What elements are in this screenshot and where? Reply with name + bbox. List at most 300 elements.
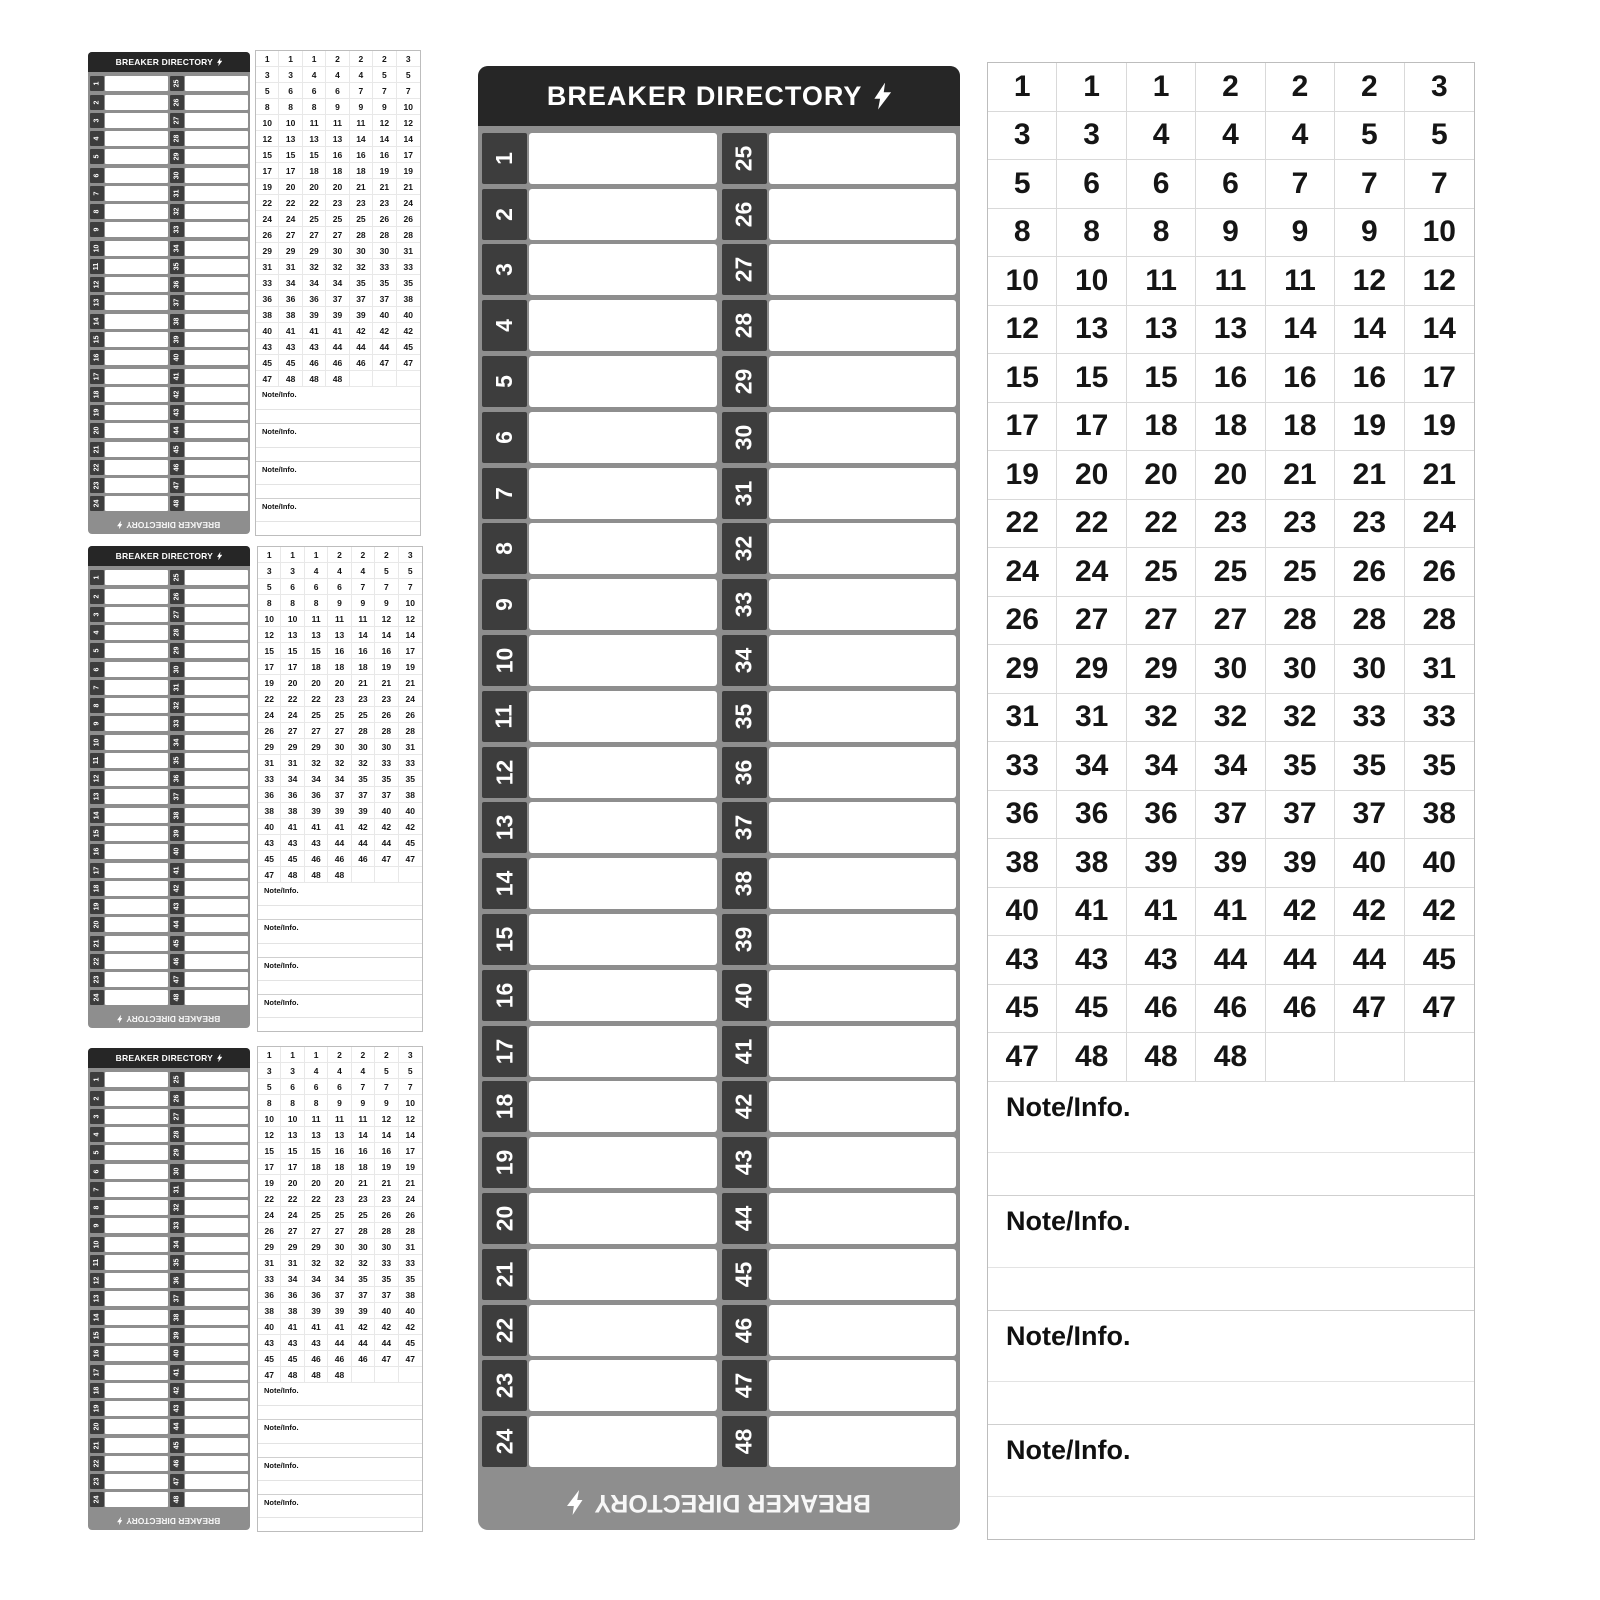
breaker-number-cell: 7 — [482, 468, 527, 519]
number-sticker: 47 — [375, 851, 398, 867]
breaker-number-cell: 7 — [90, 186, 104, 201]
breaker-label-field — [529, 1137, 717, 1188]
number-sticker: 42 — [1266, 888, 1335, 937]
number-sticker: 3 — [1405, 63, 1474, 112]
number-sticker: 48 — [281, 1367, 304, 1383]
breaker-number-cell: 35 — [170, 259, 184, 274]
breaker-number-cell: 23 — [482, 1360, 527, 1411]
breaker-number-cell: 16 — [482, 970, 527, 1021]
number-sticker: 24 — [281, 1207, 304, 1223]
number-sticker: 23 — [1266, 500, 1335, 549]
number-sticker: 16 — [326, 147, 349, 163]
breaker-number-cell: 26 — [170, 95, 184, 110]
breaker-label-field — [769, 802, 957, 853]
number-sticker: 45 — [281, 1351, 304, 1367]
breaker-label-field — [185, 1346, 248, 1361]
breaker-label-field — [529, 579, 717, 630]
note-info-label: Note/Info. — [264, 1386, 299, 1395]
breaker-label-field — [529, 914, 717, 965]
breaker-label-field — [769, 1305, 957, 1356]
number-sticker: 36 — [1127, 791, 1196, 840]
breaker-label-field — [185, 1310, 248, 1325]
breaker-label-field — [185, 735, 248, 750]
note-writing-line — [258, 1443, 422, 1444]
breaker-label-field — [185, 643, 248, 658]
number-sticker: 27 — [281, 723, 304, 739]
breaker-label-field — [185, 607, 248, 622]
breaker-row — [90, 1109, 248, 1124]
number-sticker: 7 — [375, 1079, 398, 1095]
number-sticker: 45 — [281, 851, 304, 867]
number-sticker: 29 — [303, 243, 326, 259]
card-header — [88, 52, 250, 72]
number-sticker: 15 — [258, 643, 281, 659]
breaker-label-field — [105, 1255, 168, 1270]
number-sticker: 6 — [328, 1079, 351, 1095]
breaker-number-cell: 4 — [482, 300, 527, 351]
breaker-number-cell: 44 — [722, 1193, 767, 1244]
number-sticker: 47 — [397, 355, 420, 371]
breaker-number-cell: 35 — [170, 1255, 184, 1270]
breaker-row — [90, 204, 248, 219]
breaker-row — [90, 186, 248, 201]
number-sticker: 44 — [1196, 936, 1265, 985]
breaker-number-cell: 39 — [170, 826, 184, 841]
breaker-directory-card-small-1 — [88, 52, 250, 534]
number-sticker: 9 — [375, 1095, 398, 1111]
number-sticker: 24 — [988, 548, 1057, 597]
breaker-number-cell: 7 — [90, 680, 104, 695]
number-sticker: 13 — [279, 131, 302, 147]
breaker-number-cell: 31 — [170, 186, 184, 201]
number-sticker: 39 — [305, 803, 328, 819]
number-sticker: 2 — [326, 51, 349, 67]
number-sticker: 18 — [305, 1159, 328, 1175]
breaker-row — [482, 1360, 956, 1411]
number-sticker: 34 — [281, 1271, 304, 1287]
number-sticker: 39 — [1266, 839, 1335, 888]
note-info-section — [258, 920, 422, 957]
breaker-label-field — [105, 277, 168, 292]
number-sticker: 19 — [399, 1159, 422, 1175]
breaker-number-cell: 21 — [90, 1438, 104, 1453]
number-sticker: 3 — [279, 67, 302, 83]
number-sticker: 46 — [1266, 985, 1335, 1034]
number-sticker: 15 — [256, 147, 279, 163]
breaker-row — [482, 300, 956, 351]
number-sticker: 29 — [1057, 645, 1126, 694]
number-sticker: 48 — [279, 371, 302, 387]
number-sticker: 5 — [373, 67, 396, 83]
breaker-label-field — [769, 523, 957, 574]
breaker-label-field — [185, 131, 248, 146]
breaker-number-cell: 45 — [170, 1438, 184, 1453]
number-sticker: 26 — [373, 211, 396, 227]
number-sticker: 1 — [305, 1047, 328, 1063]
breaker-number-cell: 21 — [482, 1249, 527, 1300]
number-sticker: 18 — [1196, 403, 1265, 452]
breaker-label-field — [105, 113, 168, 128]
breaker-label-field — [105, 405, 168, 420]
breaker-row — [90, 1419, 248, 1434]
number-sticker: 25 — [350, 211, 373, 227]
number-sticker: 31 — [1405, 645, 1474, 694]
breaker-number-cell: 27 — [170, 607, 184, 622]
breaker-number-cell: 36 — [170, 277, 184, 292]
note-writing-line — [256, 521, 420, 522]
number-sticker: 31 — [397, 243, 420, 259]
number-sticker: 10 — [988, 257, 1057, 306]
breaker-label-field — [105, 350, 168, 365]
breaker-label-field — [529, 189, 717, 240]
note-info-section — [256, 387, 420, 424]
breaker-number-cell: 6 — [90, 1164, 104, 1179]
breaker-number-cell: 39 — [170, 332, 184, 347]
breaker-label-field — [105, 369, 168, 384]
number-sticker: 26 — [399, 707, 422, 723]
number-sticker: 39 — [305, 1303, 328, 1319]
number-sticker: 48 — [1196, 1033, 1265, 1082]
number-sticker: 40 — [1405, 839, 1474, 888]
breaker-label-field — [105, 478, 168, 493]
breaker-row — [482, 244, 956, 295]
number-sticker: 47 — [375, 1351, 398, 1367]
breaker-label-field — [769, 1081, 957, 1132]
number-sticker: 22 — [256, 195, 279, 211]
number-sticker: 19 — [258, 1175, 281, 1191]
number-sticker: 46 — [1196, 985, 1265, 1034]
number-sticker: 40 — [399, 1303, 422, 1319]
breaker-number-cell: 20 — [90, 423, 104, 438]
number-sticker: 42 — [350, 323, 373, 339]
number-sticker: 16 — [352, 643, 375, 659]
number-sticker: 33 — [258, 771, 281, 787]
breaker-label-field — [185, 259, 248, 274]
breaker-row — [90, 1255, 248, 1270]
number-sticker: 10 — [397, 99, 420, 115]
number-sticker: 38 — [397, 291, 420, 307]
number-sticker: 32 — [1127, 694, 1196, 743]
breaker-number-cell: 11 — [482, 691, 527, 742]
number-sticker: 19 — [258, 675, 281, 691]
breaker-label-field — [105, 771, 168, 786]
card-footer-upside-down — [88, 1512, 250, 1530]
breaker-label-field — [185, 716, 248, 731]
breaker-number-cell: 37 — [170, 295, 184, 310]
note-info-section — [258, 1383, 422, 1420]
number-grid — [988, 63, 1474, 1082]
number-sticker: 9 — [352, 595, 375, 611]
number-sticker: 14 — [1266, 306, 1335, 355]
number-sticker: 3 — [399, 547, 422, 563]
number-sticker-sheet-small-2 — [257, 546, 423, 1032]
card-footer-upside-down — [478, 1474, 960, 1530]
empty-sticker-cell — [375, 867, 398, 883]
number-sticker: 11 — [303, 115, 326, 131]
breaker-label-field — [769, 244, 957, 295]
breaker-number-cell: 13 — [90, 1291, 104, 1306]
note-info-section — [988, 1196, 1474, 1311]
breaker-number-cell: 15 — [90, 1328, 104, 1343]
breaker-row — [482, 356, 956, 407]
number-sticker: 42 — [352, 819, 375, 835]
note-info-section — [988, 1425, 1474, 1539]
number-sticker: 25 — [1127, 548, 1196, 597]
number-sticker: 2 — [1266, 63, 1335, 112]
number-sticker: 2 — [1335, 63, 1404, 112]
note-info-section — [256, 499, 420, 535]
number-sticker: 40 — [373, 307, 396, 323]
number-sticker: 10 — [1057, 257, 1126, 306]
number-sticker: 26 — [258, 1223, 281, 1239]
breaker-number-cell: 33 — [170, 716, 184, 731]
number-sticker: 31 — [988, 694, 1057, 743]
number-sticker: 16 — [328, 1143, 351, 1159]
number-sticker: 29 — [305, 1239, 328, 1255]
number-sticker: 45 — [1405, 936, 1474, 985]
breaker-number-cell: 43 — [722, 1137, 767, 1188]
breaker-row — [90, 899, 248, 914]
number-sticker: 42 — [375, 819, 398, 835]
number-sticker: 31 — [281, 755, 304, 771]
breaker-number-cell: 43 — [170, 899, 184, 914]
breaker-label-field — [769, 468, 957, 519]
note-writing-line — [258, 1480, 422, 1481]
number-sticker: 41 — [326, 323, 349, 339]
number-sticker: 3 — [1057, 112, 1126, 161]
number-sticker: 20 — [305, 1175, 328, 1191]
number-sticker: 4 — [352, 563, 375, 579]
number-sticker: 18 — [328, 659, 351, 675]
number-sticker: 27 — [305, 723, 328, 739]
number-sticker: 38 — [1057, 839, 1126, 888]
note-info-label: Note/Info. — [264, 1497, 299, 1507]
breaker-number-cell: 46 — [722, 1305, 767, 1356]
number-sticker: 35 — [399, 1271, 422, 1287]
breaker-label-field — [185, 295, 248, 310]
breaker-label-field — [529, 133, 717, 184]
number-sticker: 20 — [281, 675, 304, 691]
number-sticker: 17 — [281, 659, 304, 675]
number-sticker: 31 — [399, 1239, 422, 1255]
card-title: BREAKER DIRECTORY — [115, 57, 214, 67]
number-sticker: 13 — [281, 627, 304, 643]
number-sticker: 21 — [375, 1175, 398, 1191]
number-sticker: 17 — [988, 403, 1057, 452]
breaker-label-field — [185, 369, 248, 384]
breaker-number-cell: 17 — [90, 1365, 104, 1380]
number-sticker: 9 — [1335, 209, 1404, 258]
number-sticker: 46 — [303, 355, 326, 371]
number-sticker: 10 — [281, 1111, 304, 1127]
breaker-number-cell: 12 — [482, 747, 527, 798]
number-sticker: 47 — [258, 1367, 281, 1383]
number-sticker: 7 — [397, 83, 420, 99]
breaker-label-field — [105, 917, 168, 932]
breaker-number-cell: 27 — [722, 244, 767, 295]
number-sticker: 47 — [1335, 985, 1404, 1034]
number-sticker: 3 — [281, 563, 304, 579]
breaker-row — [90, 1200, 248, 1215]
breaker-row — [482, 189, 956, 240]
number-sticker: 39 — [352, 1303, 375, 1319]
number-sticker: 6 — [326, 83, 349, 99]
number-sticker: 19 — [375, 659, 398, 675]
breaker-label-field — [185, 1109, 248, 1124]
breaker-label-field — [185, 1383, 248, 1398]
note-info-label: Note/Info. — [262, 390, 297, 399]
number-sticker: 2 — [373, 51, 396, 67]
breaker-row — [90, 1310, 248, 1325]
lightning-bolt-icon — [874, 83, 891, 110]
number-sticker: 2 — [328, 547, 351, 563]
breaker-label-field — [185, 76, 248, 91]
number-sticker: 35 — [375, 1271, 398, 1287]
note-writing-line — [258, 980, 422, 981]
breaker-number-cell: 28 — [170, 625, 184, 640]
breaker-row — [90, 625, 248, 640]
number-sticker: 14 — [373, 131, 396, 147]
breaker-number-cell: 32 — [170, 204, 184, 219]
breaker-number-cell: 5 — [90, 149, 104, 164]
number-sticker: 40 — [256, 323, 279, 339]
breaker-row — [482, 1081, 956, 1132]
number-sticker: 34 — [1057, 742, 1126, 791]
breaker-row — [90, 1438, 248, 1453]
breaker-number-cell: 12 — [90, 771, 104, 786]
number-sticker: 41 — [303, 323, 326, 339]
breaker-label-field — [105, 1091, 168, 1106]
number-sticker: 27 — [1127, 597, 1196, 646]
number-sticker: 36 — [305, 1287, 328, 1303]
number-sticker: 13 — [328, 1127, 351, 1143]
breaker-number-cell: 8 — [482, 523, 527, 574]
breaker-label-field — [105, 662, 168, 677]
breaker-number-cell: 17 — [90, 369, 104, 384]
number-sticker: 8 — [258, 1095, 281, 1111]
number-sticker: 31 — [258, 755, 281, 771]
note-info-label: Note/Info. — [264, 923, 299, 933]
number-sticker: 9 — [1196, 209, 1265, 258]
number-sticker: 20 — [1127, 451, 1196, 500]
breaker-number-cell: 25 — [170, 76, 184, 91]
breaker-number-cell: 36 — [170, 771, 184, 786]
breaker-row — [90, 570, 248, 585]
breaker-label-field — [769, 1137, 957, 1188]
number-sticker: 26 — [375, 707, 398, 723]
number-sticker: 24 — [1405, 500, 1474, 549]
number-sticker: 17 — [399, 643, 422, 659]
number-sticker: 22 — [305, 1191, 328, 1207]
number-sticker: 28 — [350, 227, 373, 243]
breaker-label-field — [185, 863, 248, 878]
number-sticker: 23 — [375, 1191, 398, 1207]
breaker-directory-card-large — [478, 66, 960, 1530]
number-sticker: 19 — [399, 659, 422, 675]
number-sticker: 6 — [281, 1079, 304, 1095]
number-sticker: 2 — [375, 1047, 398, 1063]
breaker-number-cell: 30 — [722, 412, 767, 463]
number-sticker: 36 — [281, 1287, 304, 1303]
breaker-number-cell: 46 — [170, 1456, 184, 1471]
number-sticker: 16 — [1335, 354, 1404, 403]
breaker-row — [482, 1193, 956, 1244]
breaker-row — [90, 1383, 248, 1398]
number-sticker: 1 — [1127, 63, 1196, 112]
number-sticker: 19 — [1335, 403, 1404, 452]
number-sticker: 10 — [258, 1111, 281, 1127]
breaker-number-cell: 23 — [90, 478, 104, 493]
number-sticker: 2 — [1196, 63, 1265, 112]
breaker-number-cell: 9 — [482, 579, 527, 630]
number-sticker: 42 — [352, 1319, 375, 1335]
breaker-number-cell: 31 — [170, 680, 184, 695]
note-writing-line — [258, 1517, 422, 1518]
number-sticker: 42 — [1335, 888, 1404, 937]
empty-sticker-cell — [375, 1367, 398, 1383]
breaker-label-field — [529, 1193, 717, 1244]
number-sticker: 42 — [397, 323, 420, 339]
number-sticker: 10 — [281, 611, 304, 627]
note-info-label: Note/Info. — [264, 960, 299, 970]
number-sticker: 4 — [305, 1063, 328, 1079]
breaker-label-field — [105, 863, 168, 878]
breaker-number-cell: 18 — [90, 881, 104, 896]
breaker-number-cell: 24 — [482, 1416, 527, 1467]
number-sticker: 37 — [326, 291, 349, 307]
breaker-label-field — [105, 204, 168, 219]
number-sticker: 8 — [1057, 209, 1126, 258]
number-sticker: 37 — [373, 291, 396, 307]
number-sticker: 28 — [352, 723, 375, 739]
breaker-label-field — [105, 1474, 168, 1489]
number-sticker: 20 — [305, 675, 328, 691]
number-sticker: 23 — [328, 691, 351, 707]
number-sticker: 34 — [305, 1271, 328, 1287]
number-sticker: 41 — [279, 323, 302, 339]
number-sticker: 6 — [305, 579, 328, 595]
number-sticker: 15 — [303, 147, 326, 163]
number-sticker: 9 — [328, 1095, 351, 1111]
number-sticker: 28 — [1266, 597, 1335, 646]
card-footer-upside-down — [88, 1010, 250, 1028]
breaker-label-field — [105, 1218, 168, 1233]
number-sticker: 32 — [303, 259, 326, 275]
note-info-label: Note/Info. — [262, 501, 297, 511]
empty-sticker-cell — [399, 1367, 422, 1383]
number-sticker: 48 — [305, 1367, 328, 1383]
number-sticker: 44 — [375, 835, 398, 851]
number-sticker: 45 — [1057, 985, 1126, 1034]
number-sticker: 12 — [258, 627, 281, 643]
number-sticker: 47 — [399, 851, 422, 867]
number-sticker: 5 — [397, 67, 420, 83]
number-sticker: 13 — [303, 131, 326, 147]
number-sticker: 40 — [375, 803, 398, 819]
note-writing-line — [256, 447, 420, 448]
number-sticker: 31 — [256, 259, 279, 275]
number-sticker: 11 — [1266, 257, 1335, 306]
number-sticker-sheet-large — [987, 62, 1475, 1540]
number-sticker: 39 — [328, 803, 351, 819]
number-sticker: 37 — [352, 787, 375, 803]
number-sticker: 10 — [258, 611, 281, 627]
breaker-label-field — [105, 1127, 168, 1142]
breaker-row — [90, 1127, 248, 1142]
breaker-label-field — [185, 954, 248, 969]
number-sticker: 18 — [328, 1159, 351, 1175]
breaker-label-field — [105, 789, 168, 804]
